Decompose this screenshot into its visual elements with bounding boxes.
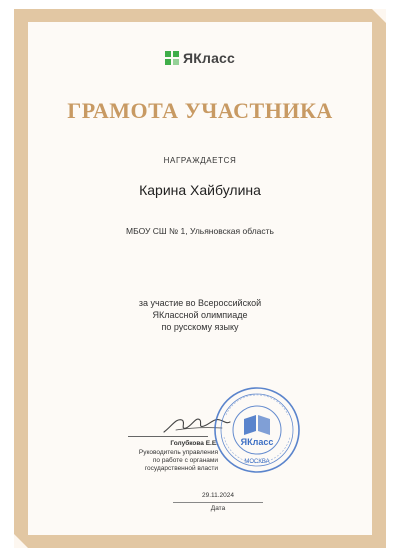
- award-reason: [28, 297, 372, 333]
- certificate-sheet: [28, 22, 372, 535]
- yaklass-logo-icon: [165, 51, 179, 65]
- brand-name: ЯКласс: [182, 50, 236, 66]
- position-line: государственной власти: [144, 465, 218, 472]
- awarded-label: НАГРАЖДАЕТСЯ: [163, 156, 237, 165]
- date-line: [173, 502, 263, 503]
- signatory-position: [106, 449, 218, 473]
- recipient-school: МБОУ СШ № 1, Ульяновская область: [126, 226, 274, 236]
- reason-line: за участие во Всероссийской: [138, 298, 262, 308]
- certificate-frame: [14, 9, 386, 548]
- reason-line: по русскому языку: [161, 322, 239, 332]
- signatory-name: Голубкова Е.Е.: [170, 440, 218, 447]
- official-stamp: [212, 385, 302, 475]
- reason-line: ЯКлассной олимпиаде: [152, 310, 248, 320]
- date-label: Дата: [210, 505, 226, 512]
- stamp-city: МОСКВА: [244, 459, 270, 465]
- date-value: 29.11.2024: [201, 492, 235, 499]
- recipient-name: Карина Хайбулина: [139, 182, 261, 198]
- stamp-center-text: ЯКласс: [240, 437, 274, 447]
- position-line: Руководитель управления: [138, 449, 218, 456]
- frame-corner-bottom-left: [14, 534, 28, 548]
- signature-line: [128, 436, 208, 437]
- certificate-title: ГРАМОТА УЧАСТНИКА: [67, 98, 333, 123]
- brand-logo: [28, 50, 372, 66]
- position-line: по работе с органами: [152, 457, 218, 464]
- frame-corner-top-right: [372, 9, 386, 23]
